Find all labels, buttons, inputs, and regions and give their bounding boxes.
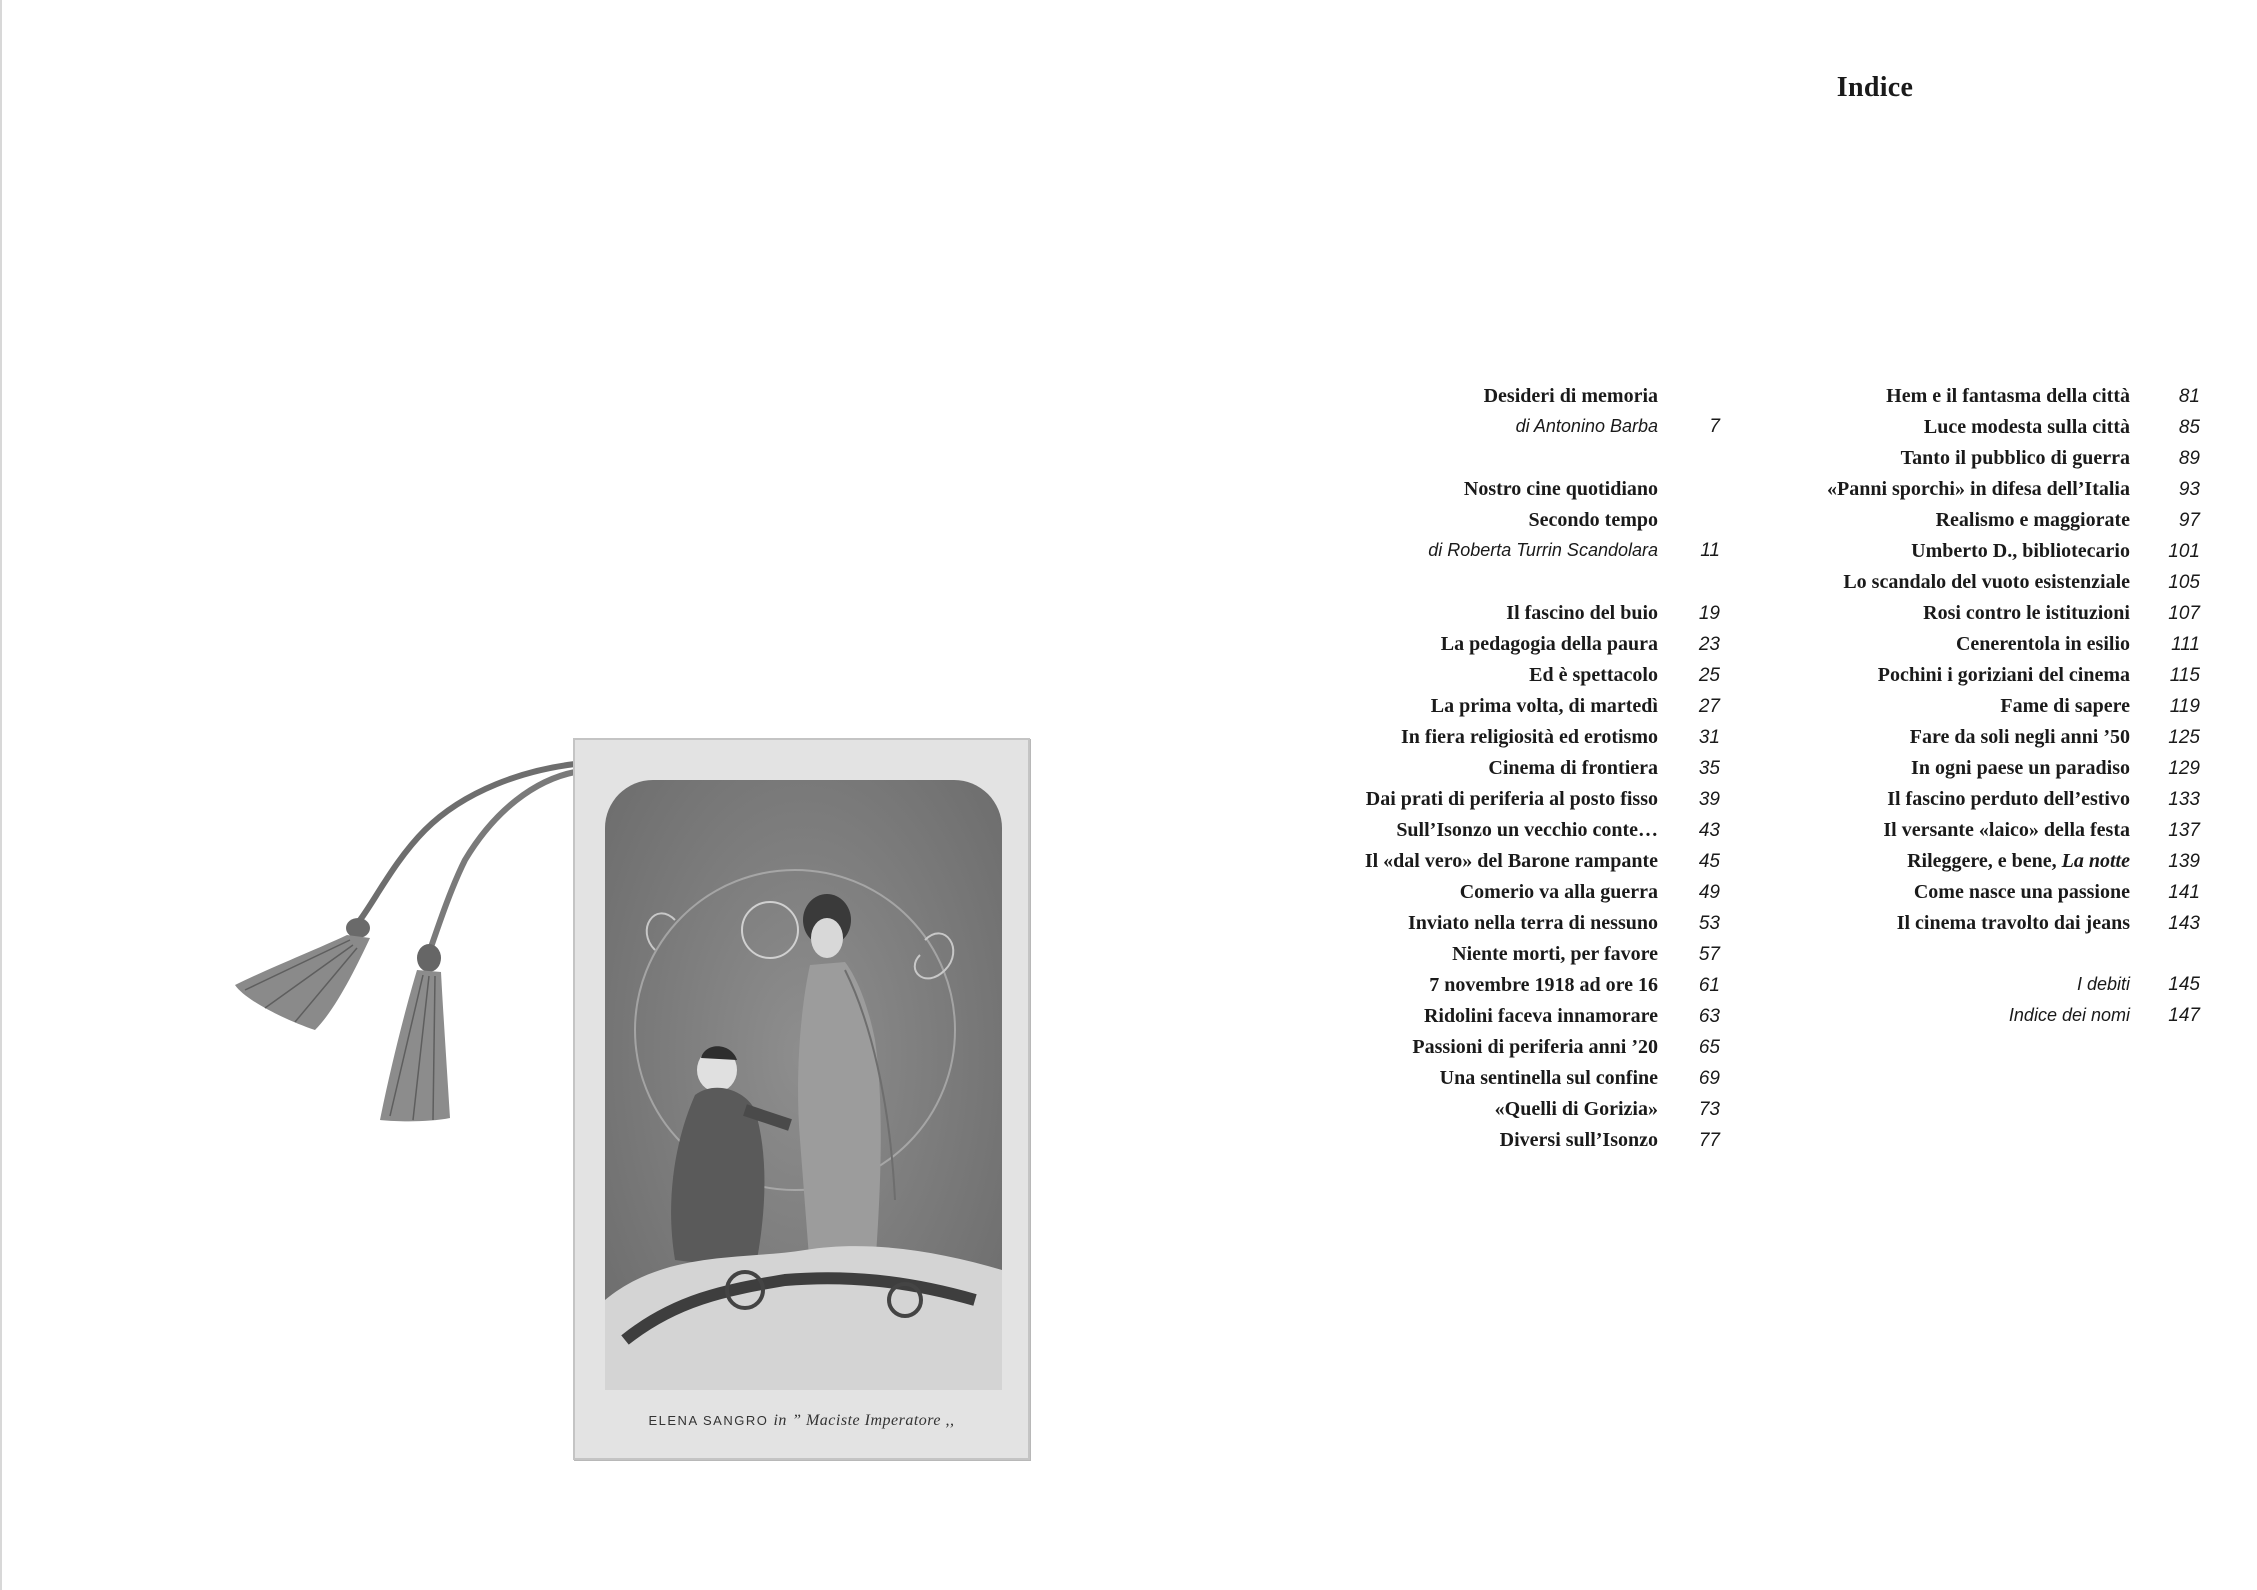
tassel-illustration [225, 750, 585, 1130]
toc-entry-page: 143 [2168, 913, 2200, 934]
toc-left-column [1200, 385, 1720, 1160]
toc-entry-title-text: Passioni di periferia anni ’20 [1412, 1036, 1658, 1058]
toc-right-column [1700, 385, 2200, 1036]
toc-entry [1700, 540, 2200, 571]
toc-entry-title-text: I debiti [2076, 974, 2130, 994]
toc-entry-page: 49 [1698, 882, 1720, 903]
toc-entry-title [1200, 726, 1658, 749]
toc-entry-title-text: La pedagogia della paura [1440, 633, 1658, 655]
toc-entry-title [1700, 509, 2130, 532]
toc-entry-page: 133 [2168, 789, 2200, 810]
toc-entry-title-text: Ed è spettacolo [1529, 664, 1658, 686]
vintage-postcard [573, 738, 1030, 1460]
toc-entry-page: 69 [1698, 1068, 1720, 1089]
postcard-illustration-frame [605, 780, 1002, 1390]
toc-entry-title [1700, 416, 2130, 439]
caption-in: in [773, 1412, 787, 1429]
toc-entry-author [1700, 974, 2130, 995]
toc-entry-title [1700, 478, 2130, 501]
toc-entry-page: 115 [2169, 665, 2200, 686]
toc-entry [1200, 478, 1720, 509]
toc-entry-title [1200, 943, 1658, 966]
toc-entry-title [1700, 633, 2130, 656]
toc-entry-page: 89 [2178, 448, 2200, 469]
toc-entry-title-text: di Roberta Turrin Scandolara [1428, 540, 1658, 560]
toc-entry-title [1200, 385, 1658, 408]
toc-entry-page: 129 [2168, 758, 2200, 779]
toc-entry-title-text: Inviato nella terra di nessuno [1407, 912, 1658, 934]
toc-entry [1700, 478, 2200, 509]
toc-entry [1200, 726, 1720, 757]
toc-entry [1200, 509, 1720, 540]
page-title: Indice [1836, 72, 1914, 103]
toc-entry-page: 27 [1698, 696, 1720, 717]
toc-entry [1700, 850, 2200, 881]
toc-entry-page: 23 [1698, 634, 1720, 655]
toc-entry-page: 105 [2168, 572, 2200, 593]
toc-entry-page: 31 [1698, 727, 1720, 748]
toc-entry-title [1200, 1067, 1658, 1090]
toc-entry-title-text: Come nasce una passione [1913, 881, 2130, 903]
toc-entry-page: 97 [2178, 510, 2200, 531]
toc-entry-title-text: Indice dei nomi [2008, 1005, 2130, 1025]
toc-entry-title-text: Fare da soli negli anni ’50 [1909, 726, 2130, 748]
toc-entry-title-text: Hem e il fantasma della città [1886, 385, 2130, 407]
toc-entry [1200, 1067, 1720, 1098]
toc-entry [1200, 1036, 1720, 1067]
toc-entry-page: 7 [1709, 416, 1720, 437]
tassel-left [235, 918, 370, 1030]
toc-entry-author [1700, 1005, 2130, 1026]
toc-entry [1700, 726, 2200, 757]
toc-entry-page: 85 [2178, 417, 2200, 438]
toc-entry [1700, 571, 2200, 602]
toc-entry-page: 53 [1698, 913, 1720, 934]
toc-entry-title-text: Comerio va alla guerra [1459, 881, 1658, 903]
toc-entry-page: 147 [2168, 1005, 2200, 1026]
toc-entry-title [1700, 757, 2130, 780]
toc-entry [1200, 757, 1720, 788]
toc-entry-title [1700, 664, 2130, 687]
toc-entry-page: 45 [1698, 851, 1720, 872]
toc-entry [1200, 1005, 1720, 1036]
toc-entry-page: 43 [1698, 820, 1720, 841]
toc-entry-title-text: Il versante «laico» della festa [1883, 819, 2130, 841]
toc-entry-title [1200, 1005, 1658, 1028]
toc-entry-title [1700, 881, 2130, 904]
toc-entry-page: 137 [2168, 820, 2200, 841]
toc-entry-title [1200, 602, 1658, 625]
toc-entry-title-text: 7 novembre 1918 ad ore 16 [1429, 974, 1658, 996]
toc-entry-title-text: Il fascino del buio [1506, 602, 1658, 624]
toc-entry-author [1200, 540, 1658, 561]
toc-entry-title-text: «Panni sporchi» in difesa dell’Italia [1826, 478, 2130, 500]
postcard-caption [575, 1412, 1028, 1430]
toc-entry [1200, 416, 1720, 447]
toc-entry-title [1200, 478, 1658, 501]
toc-entry [1700, 819, 2200, 850]
toc-entry-title-text: Niente morti, per favore [1452, 943, 1658, 965]
toc-entry [1200, 974, 1720, 1005]
postcard-illustration [605, 780, 1002, 1390]
toc-entry-title-text: Desideri di memoria [1483, 385, 1658, 407]
toc-entry-page: 111 [2171, 634, 2200, 655]
toc-entry [1700, 447, 2200, 478]
toc-entry [1200, 602, 1720, 633]
toc-entry [1700, 695, 2200, 726]
toc-entry [1700, 881, 2200, 912]
toc-entry-title [1700, 447, 2130, 470]
toc-entry [1700, 633, 2200, 664]
toc-entry [1700, 416, 2200, 447]
toc-entry [1200, 540, 1720, 571]
toc-entry-title [1700, 912, 2130, 935]
toc-spacer [1200, 447, 1720, 478]
toc-entry-title-text: Rileggere, e bene, [1907, 850, 2062, 872]
toc-entry-title-text: Dai prati di periferia al posto fisso [1365, 788, 1658, 810]
toc-entry-title-text: Cenerentola in esilio [1955, 633, 2130, 655]
toc-entry [1700, 385, 2200, 416]
toc-entry-title-italic: La notte [2061, 850, 2130, 872]
toc-entry-title-text: di Antonino Barba [1515, 416, 1658, 436]
toc-entry-title [1700, 695, 2130, 718]
toc-entry-title [1200, 1036, 1658, 1059]
caption-name: ELENA SANGRO [648, 1413, 769, 1428]
toc-entry-title-text: Nostro cine quotidiano [1463, 478, 1658, 500]
toc-entry-title-text: Il fascino perduto dell’estivo [1887, 788, 2130, 810]
tassel-right [380, 944, 450, 1121]
toc-entry-title [1200, 664, 1658, 687]
toc-entry [1700, 509, 2200, 540]
toc-entry-page: 57 [1698, 944, 1720, 965]
toc-entry-title-text: Fame di sapere [2000, 695, 2130, 717]
toc-entry-page: 77 [1698, 1130, 1720, 1151]
toc-entry-title-text: Diversi sull’Isonzo [1499, 1129, 1658, 1151]
page-edge [0, 0, 2, 1590]
toc-entry [1200, 664, 1720, 695]
toc-entry-page: 73 [1698, 1099, 1720, 1120]
toc-entry-title [1200, 788, 1658, 811]
toc-entry-page: 125 [2168, 727, 2200, 748]
toc-entry-title [1200, 509, 1658, 532]
toc-entry [1700, 788, 2200, 819]
toc-entry-title [1700, 571, 2130, 594]
toc-entry-title-text: Tanto il pubblico di guerra [1900, 447, 2130, 469]
toc-entry [1200, 633, 1720, 664]
toc-entry-title-text: «Quelli di Gorizia» [1494, 1098, 1658, 1120]
toc-entry-title [1700, 850, 2130, 873]
toc-entry [1200, 385, 1720, 416]
toc-entry-title-text: Pochini i goriziani del cinema [1877, 664, 2130, 686]
toc-entry-page: 119 [2169, 696, 2200, 717]
toc-entry-title-text: Il «dal vero» del Barone rampante [1364, 850, 1658, 872]
toc-entry [1700, 912, 2200, 943]
toc-entry-page: 25 [1698, 665, 1720, 686]
toc-entry-title-text: Luce modesta sulla città [1923, 416, 2130, 438]
toc-entry [1700, 1005, 2200, 1036]
toc-entry [1200, 788, 1720, 819]
toc-entry-title [1700, 540, 2130, 563]
toc-entry-title [1700, 602, 2130, 625]
toc-entry-title [1200, 881, 1658, 904]
toc-entry-title [1200, 633, 1658, 656]
toc-entry [1200, 695, 1720, 726]
toc-entry [1200, 1129, 1720, 1160]
toc-entry-title-text: Secondo tempo [1528, 509, 1658, 531]
toc-spacer [1700, 943, 2200, 974]
toc-entry-page: 145 [2168, 974, 2200, 995]
toc-entry-title-text: Sull’Isonzo un vecchio conte… [1396, 819, 1658, 841]
toc-entry-title [1200, 819, 1658, 842]
toc-entry-title-text: Lo scandalo del vuoto esistenziale [1843, 571, 2130, 593]
toc-entry-title-text: Il cinema travolto dai jeans [1896, 912, 2130, 934]
toc-entry-title [1200, 1129, 1658, 1152]
toc-entry-title [1700, 726, 2130, 749]
toc-entry-title-text: Cinema di frontiera [1488, 757, 1658, 779]
toc-entry-page: 107 [2168, 603, 2200, 624]
toc-entry-page: 141 [2168, 882, 2200, 903]
toc-entry [1200, 912, 1720, 943]
toc-entry-title-text: Una sentinella sul confine [1439, 1067, 1658, 1089]
toc-entry-title-text: In ogni paese un paradiso [1911, 757, 2130, 779]
toc-entry [1200, 943, 1720, 974]
toc-entry-page: 39 [1698, 789, 1720, 810]
toc-entry-page: 81 [2178, 386, 2200, 407]
toc-entry-title-text: Ridolini faceva innamorare [1423, 1005, 1658, 1027]
toc-entry-page: 61 [1698, 975, 1720, 996]
toc-entry-title [1700, 819, 2130, 842]
toc-entry [1200, 881, 1720, 912]
toc-entry-title [1200, 912, 1658, 935]
toc-entry-title [1700, 385, 2130, 408]
toc-entry [1200, 850, 1720, 881]
toc-entry-title [1700, 788, 2130, 811]
toc-entry-page: 35 [1698, 758, 1720, 779]
toc-entry-title-text: In fiera religiosità ed erotismo [1401, 726, 1658, 748]
toc-entry-title [1200, 757, 1658, 780]
toc-spacer [1200, 571, 1720, 602]
toc-entry-title [1200, 850, 1658, 873]
toc-entry [1200, 1098, 1720, 1129]
toc-entry-title-text: Umberto D., bibliotecario [1911, 540, 2130, 562]
toc-entry-author [1200, 416, 1658, 437]
toc-entry-page: 101 [2168, 541, 2200, 562]
toc-entry-title [1200, 974, 1658, 997]
toc-entry [1700, 602, 2200, 633]
caption-film-title: ” Maciste Imperatore ,, [792, 1412, 955, 1429]
toc-entry [1700, 757, 2200, 788]
toc-entry [1700, 974, 2200, 1005]
toc-entry-title-text: La prima volta, di martedì [1430, 695, 1658, 717]
toc-entry-title-text: Rosi contro le istituzioni [1923, 602, 2130, 624]
toc-entry-title [1200, 695, 1658, 718]
toc-entry-title [1200, 1098, 1658, 1121]
toc-entry-page: 63 [1698, 1006, 1720, 1027]
toc-entry-title-text: Realismo e maggiorate [1935, 509, 2130, 531]
toc-entry-page: 11 [1700, 540, 1720, 561]
toc-entry [1200, 819, 1720, 850]
toc-entry-page: 93 [2178, 479, 2200, 500]
toc-entry-page: 19 [1698, 603, 1720, 624]
toc-entry [1700, 664, 2200, 695]
toc-entry-page: 139 [2168, 851, 2200, 872]
toc-entry-page: 65 [1698, 1037, 1720, 1058]
